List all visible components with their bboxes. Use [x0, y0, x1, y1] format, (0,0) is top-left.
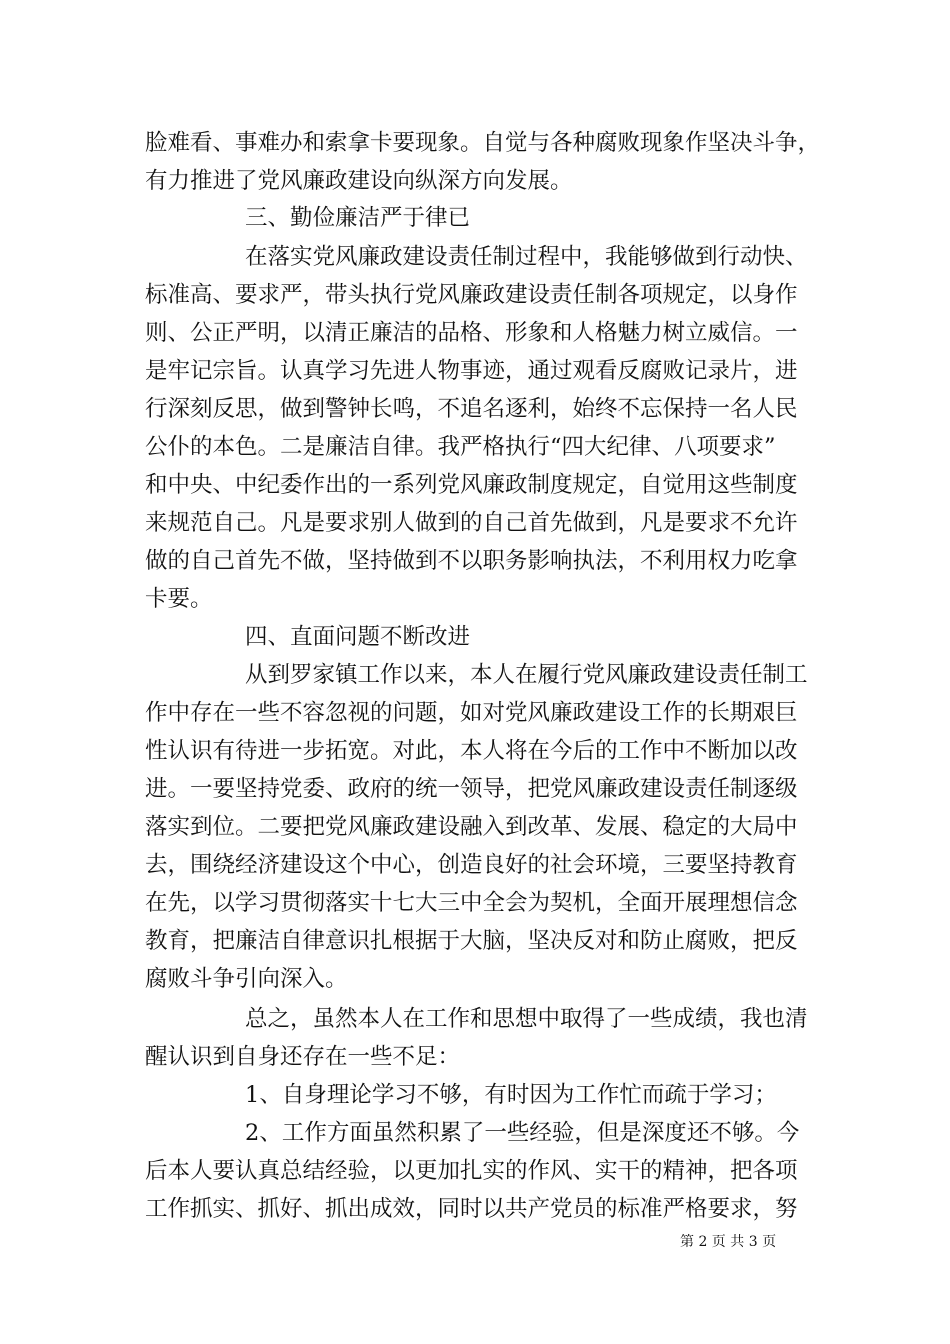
section-heading: 三、勤俭廉洁严于律已 — [245, 205, 471, 231]
text-line: 在落实党风廉政建设责任制过程中，我能够做到行动快、 — [245, 244, 808, 270]
text-line: 和中央、中纪委作出的一系列党风廉政制度规定，自觉用这些制度 — [145, 472, 798, 498]
list-item: 2、工作方面虽然积累了一些经验，但是深度还不够。今 — [245, 1120, 800, 1146]
text-line: 行深刻反思，做到警钟长鸣，不追名逐利，始终不忘保持一名人民 — [145, 396, 798, 422]
text-line: 标准高、要求严，带头执行党风廉政建设责任制各项规定，以身作 — [145, 282, 798, 308]
text-line: 脸难看、事难办和索拿卡要现象。自觉与各种腐败现象作坚决斗争， — [145, 130, 821, 156]
text-line: 后本人要认真总结经验，以更加扎实的作风、实干的精神，把各项 — [145, 1158, 798, 1184]
text-line: 总之，虽然本人在工作和思想中取得了一些成绩，我也清 — [245, 1006, 808, 1032]
text-line: 是牢记宗旨。认真学习先进人物事迹，通过观看反腐败记录片，进 — [145, 358, 798, 384]
text-line: 醒认识到自身还存在一些不足： — [145, 1044, 461, 1070]
text-line: 在先，以学习贯彻落实十七大三中全会为契机，全面开展理想信念 — [145, 890, 798, 916]
text-line: 公仆的本色。二是廉洁自律。我严格执行“四大纪律、八项要求” — [145, 434, 776, 460]
text-line: 工作抓实、抓好、抓出成效，同时以共产党员的标准严格要求，努 — [145, 1196, 798, 1222]
text-line: 做的自己首先不做，坚持做到不以职务影响执法，不利用权力吃拿 — [145, 548, 798, 574]
text-line: 去，围绕经济建设这个中心，创造良好的社会环境，三要坚持教育 — [145, 852, 798, 878]
text-line: 从到罗家镇工作以来，本人在履行党风廉政建设责任制工 — [245, 662, 808, 688]
text-line: 有力推进了党风廉政建设向纵深方向发展。 — [145, 168, 573, 194]
text-line: 来规范自己。凡是要求别人做到的自己首先做到，凡是要求不允许 — [145, 510, 798, 536]
text-line: 腐败斗争引向深入。 — [145, 966, 348, 992]
text-line: 落实到位。二要把党风廉政建设融入到改革、发展、稳定的大局中 — [145, 814, 798, 840]
page-number: 第 2 页 共 3 页 — [680, 1234, 777, 1250]
text-line: 性认识有待进一步拓宽。对此，本人将在今后的工作中不断加以改 — [145, 738, 798, 764]
text-line: 教育，把廉洁自律意识扎根据于大脑，坚决反对和防止腐败，把反 — [145, 928, 798, 954]
text-line: 进。一要坚持党委、政府的统一领导，把党风廉政建设责任制逐级 — [145, 776, 798, 802]
text-line: 卡要。 — [145, 586, 213, 612]
text-line: 则、公正严明，以清正廉洁的品格、形象和人格魅力树立威信。一 — [145, 320, 798, 346]
text-line: 作中存在一些不容忽视的问题，如对党风廉政建设工作的长期艰巨 — [145, 700, 798, 726]
section-heading: 四、直面问题不断改进 — [245, 624, 471, 650]
list-item: 1、自身理论学习不够，有时因为工作忙而疏于学习； — [245, 1082, 777, 1108]
